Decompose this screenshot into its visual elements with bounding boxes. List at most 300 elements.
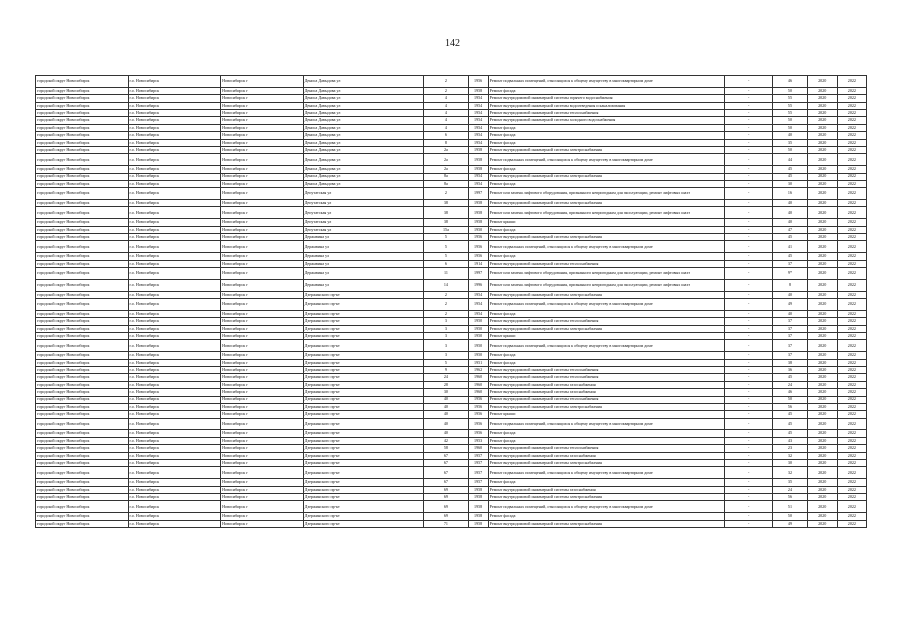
cell-work-type: Ремонт или замена лифтового оборудования, признанного непригодным для эксплуатации, ремонт лифтовых шахт xyxy=(488,207,724,219)
cell-year-end: 2022 xyxy=(837,403,866,410)
cell-year-end: 2022 xyxy=(837,95,866,102)
cell-build-year: 1956 xyxy=(468,418,488,430)
cell-street: Дзержинского пр-кт xyxy=(303,430,424,437)
cell-work-type: Ремонт фасада xyxy=(488,124,724,131)
table-row xyxy=(36,279,867,291)
cell-unit: - xyxy=(725,452,773,459)
cell-street: Дзержинского пр-кт xyxy=(303,389,424,396)
cell-city-district: г.о. Новосибирск xyxy=(128,109,221,116)
cell-work-type: Ремонт крыши xyxy=(488,219,724,226)
cell-settlement: Новосибирск г xyxy=(221,396,303,403)
table-row xyxy=(36,268,867,280)
table-row xyxy=(36,389,867,396)
cell-street: Дзержинского пр-кт xyxy=(303,374,424,381)
cell-work-type: Ремонт подвальных помещений, относящихся к общему имуществу в многоквартирном доме xyxy=(488,467,724,479)
cell-city-district: г.о. Новосибирск xyxy=(128,87,221,94)
table-row xyxy=(36,124,867,131)
cell-house-number: 28 xyxy=(424,381,468,388)
cell-build-year: 1954 xyxy=(468,173,488,180)
cell-year-start: 2020 xyxy=(807,366,837,373)
cell-year-end: 2022 xyxy=(837,166,866,173)
cell-municipal-district: городской округ Новосибирск xyxy=(36,200,129,207)
cell-house-number: 69 xyxy=(424,501,468,513)
cell-city-district: г.о. Новосибирск xyxy=(128,117,221,124)
cell-quantity: 24 xyxy=(773,486,807,493)
cell-quantity: 40 xyxy=(773,310,807,317)
cell-settlement: Новосибирск г xyxy=(221,374,303,381)
cell-settlement: Новосибирск г xyxy=(221,180,303,187)
cell-city-district: г.о. Новосибирск xyxy=(128,139,221,146)
cell-house-number: 3 xyxy=(424,318,468,325)
cell-municipal-district: городской округ Новосибирск xyxy=(36,479,129,486)
cell-settlement: Новосибирск г xyxy=(221,253,303,260)
cell-municipal-district: городской округ Новосибирск xyxy=(36,452,129,459)
cell-city-district: г.о. Новосибирск xyxy=(128,124,221,131)
cell-year-end: 2022 xyxy=(837,234,866,241)
cell-street: Дзержинского пр-кт xyxy=(303,520,424,527)
cell-house-number: 40 xyxy=(424,411,468,418)
cell-build-year: 1960 xyxy=(468,445,488,452)
cell-city-district: г.о. Новосибирск xyxy=(128,381,221,388)
table-row xyxy=(36,102,867,109)
cell-work-type: Ремонт внутридомовой инженерной системы холодного водоснабжения xyxy=(488,117,724,124)
cell-house-number: 69 xyxy=(424,486,468,493)
cell-quantity: 46 xyxy=(773,76,807,88)
cell-quantity: 40 xyxy=(773,291,807,298)
table-row xyxy=(36,95,867,102)
cell-build-year: 1956 xyxy=(468,234,488,241)
cell-street: Дениса Давыдова ул xyxy=(303,124,424,131)
cell-city-district: г.о. Новосибирск xyxy=(128,310,221,317)
cell-unit: - xyxy=(725,445,773,452)
cell-year-end: 2022 xyxy=(837,188,866,200)
cell-house-number: 6 xyxy=(424,132,468,139)
cell-municipal-district: городской округ Новосибирск xyxy=(36,299,129,311)
cell-year-end: 2022 xyxy=(837,340,866,352)
cell-municipal-district: городской округ Новосибирск xyxy=(36,146,129,153)
cell-city-district: г.о. Новосибирск xyxy=(128,374,221,381)
cell-city-district: г.о. Новосибирск xyxy=(128,411,221,418)
cell-build-year: 1954 xyxy=(468,299,488,311)
cell-street: Дениса Давыдова ул xyxy=(303,102,424,109)
cell-build-year: 1954 xyxy=(468,180,488,187)
cell-unit: - xyxy=(725,219,773,226)
cell-year-end: 2022 xyxy=(837,226,866,233)
cell-work-type: Ремонт крыши xyxy=(488,411,724,418)
cell-city-district: г.о. Новосибирск xyxy=(128,234,221,241)
table-row xyxy=(36,310,867,317)
cell-year-start: 2020 xyxy=(807,403,837,410)
cell-year-end: 2022 xyxy=(837,173,866,180)
table-row xyxy=(36,452,867,459)
cell-house-number: 58 xyxy=(424,445,468,452)
cell-build-year: 1950 xyxy=(468,325,488,332)
cell-build-year: 1956 xyxy=(468,411,488,418)
table-row xyxy=(36,403,867,410)
cell-build-year: 1958 xyxy=(468,207,488,219)
cell-settlement: Новосибирск г xyxy=(221,359,303,366)
cell-city-district: г.о. Новосибирск xyxy=(128,318,221,325)
cell-house-number: 2а xyxy=(424,154,468,166)
cell-house-number: 40 xyxy=(424,396,468,403)
cell-build-year: 1950 xyxy=(468,318,488,325)
cell-year-end: 2022 xyxy=(837,268,866,280)
cell-year-end: 2022 xyxy=(837,200,866,207)
cell-municipal-district: городской округ Новосибирск xyxy=(36,445,129,452)
cell-city-district: г.о. Новосибирск xyxy=(128,396,221,403)
cell-unit: - xyxy=(725,154,773,166)
cell-city-district: г.о. Новосибирск xyxy=(128,241,221,253)
cell-year-start: 2020 xyxy=(807,389,837,396)
cell-quantity: 41 xyxy=(773,241,807,253)
cell-year-start: 2020 xyxy=(807,513,837,520)
cell-year-start: 2020 xyxy=(807,200,837,207)
cell-build-year: 1954 xyxy=(468,310,488,317)
cell-street: Депутатская ул xyxy=(303,207,424,219)
cell-house-number: 9 xyxy=(424,366,468,373)
cell-year-start: 2020 xyxy=(807,279,837,291)
cell-street: Державина ул xyxy=(303,268,424,280)
cell-municipal-district: городской округ Новосибирск xyxy=(36,207,129,219)
cell-work-type: Ремонт внутридомовой инженерной системы теплоснабжения xyxy=(488,318,724,325)
cell-work-type: Ремонт внутридомовой инженерной системы электроснабжения xyxy=(488,403,724,410)
cell-settlement: Новосибирск г xyxy=(221,494,303,501)
cell-municipal-district: городской округ Новосибирск xyxy=(36,396,129,403)
cell-year-end: 2022 xyxy=(837,299,866,311)
cell-city-district: г.о. Новосибирск xyxy=(128,279,221,291)
cell-work-type: Ремонт или замена лифтового оборудования, признанного непригодным для эксплуатации, ремонт лифтовых шахт xyxy=(488,279,724,291)
cell-quantity: 47 xyxy=(773,226,807,233)
cell-municipal-district: городской округ Новосибирск xyxy=(36,268,129,280)
cell-work-type: Ремонт внутридомовой инженерной системы газоснабжения xyxy=(488,452,724,459)
cell-year-end: 2022 xyxy=(837,124,866,131)
table-row xyxy=(36,445,867,452)
cell-year-start: 2020 xyxy=(807,310,837,317)
cell-year-end: 2022 xyxy=(837,253,866,260)
cell-settlement: Новосибирск г xyxy=(221,352,303,359)
cell-house-number: 8 xyxy=(424,139,468,146)
cell-quantity: 55 xyxy=(773,109,807,116)
cell-municipal-district: городской округ Новосибирск xyxy=(36,124,129,131)
cell-settlement: Новосибирск г xyxy=(221,310,303,317)
cell-house-number: 42 xyxy=(424,437,468,444)
cell-work-type: Ремонт фасада xyxy=(488,132,724,139)
cell-unit: - xyxy=(725,325,773,332)
cell-quantity: 32 xyxy=(773,452,807,459)
cell-work-type: Ремонт внутридомовой инженерной системы электроснабжения xyxy=(488,520,724,527)
cell-work-type: Ремонт подвальных помещений, относящихся к общему имуществу в многоквартирном доме xyxy=(488,418,724,430)
cell-build-year: 1958 xyxy=(468,520,488,527)
cell-year-end: 2022 xyxy=(837,389,866,396)
cell-house-number: 3 xyxy=(424,325,468,332)
cell-year-end: 2022 xyxy=(837,520,866,527)
cell-build-year: 1958 xyxy=(468,200,488,207)
cell-quantity: 45 xyxy=(773,234,807,241)
cell-municipal-district: городской округ Новосибирск xyxy=(36,513,129,520)
table-row xyxy=(36,437,867,444)
cell-quantity: 49 xyxy=(773,299,807,311)
cell-street: Дзержинского пр-кт xyxy=(303,340,424,352)
cell-municipal-district: городской округ Новосибирск xyxy=(36,501,129,513)
cell-municipal-district: городской округ Новосибирск xyxy=(36,403,129,410)
cell-year-end: 2022 xyxy=(837,318,866,325)
cell-year-start: 2020 xyxy=(807,139,837,146)
cell-year-start: 2020 xyxy=(807,318,837,325)
cell-build-year: 1951 xyxy=(468,359,488,366)
cell-year-start: 2020 xyxy=(807,418,837,430)
cell-house-number: 2а xyxy=(424,166,468,173)
cell-settlement: Новосибирск г xyxy=(221,437,303,444)
cell-street: Депутатская ул xyxy=(303,200,424,207)
cell-street: Депутатская ул xyxy=(303,219,424,226)
cell-build-year: 1957 xyxy=(468,479,488,486)
table-row xyxy=(36,166,867,173)
cell-municipal-district: городской округ Новосибирск xyxy=(36,279,129,291)
cell-work-type: Ремонт или замена лифтового оборудования, признанного непригодным для эксплуатации, ремонт лифтовых шахт xyxy=(488,268,724,280)
cell-settlement: Новосибирск г xyxy=(221,124,303,131)
cell-settlement: Новосибирск г xyxy=(221,299,303,311)
table-row xyxy=(36,241,867,253)
cell-quantity: 32 xyxy=(773,467,807,479)
table-row xyxy=(36,226,867,233)
cell-year-start: 2020 xyxy=(807,219,837,226)
cell-year-start: 2020 xyxy=(807,207,837,219)
cell-build-year: 1958 xyxy=(468,219,488,226)
cell-street: Дзержинского пр-кт xyxy=(303,452,424,459)
cell-municipal-district: городской округ Новосибирск xyxy=(36,173,129,180)
cell-city-district: г.о. Новосибирск xyxy=(128,479,221,486)
cell-build-year: 1954 xyxy=(468,95,488,102)
cell-build-year: 1950 xyxy=(468,226,488,233)
cell-year-end: 2022 xyxy=(837,494,866,501)
cell-work-type: Ремонт подвальных помещений, относящихся к общему имуществу в многоквартирном доме xyxy=(488,154,724,166)
cell-street: Дзержинского пр-кт xyxy=(303,310,424,317)
cell-work-type: Ремонт внутридомовой инженерной системы газоснабжения xyxy=(488,486,724,493)
cell-work-type: Ремонт фасада xyxy=(488,513,724,520)
cell-settlement: Новосибирск г xyxy=(221,173,303,180)
cell-work-type: Ремонт фасада xyxy=(488,253,724,260)
cell-unit: - xyxy=(725,501,773,513)
cell-settlement: Новосибирск г xyxy=(221,445,303,452)
cell-quantity: 8 xyxy=(773,279,807,291)
cell-street: Дениса Давыдова ул xyxy=(303,173,424,180)
cell-work-type: Ремонт внутридомовой инженерной системы газоснабжения xyxy=(488,389,724,396)
table-row xyxy=(36,513,867,520)
cell-year-end: 2022 xyxy=(837,260,866,267)
cell-street: Дзержинского пр-кт xyxy=(303,460,424,467)
cell-quantity: 50 xyxy=(773,513,807,520)
cell-year-start: 2020 xyxy=(807,325,837,332)
cell-municipal-district: городской округ Новосибирск xyxy=(36,139,129,146)
cell-house-number: 40 xyxy=(424,403,468,410)
table-row xyxy=(36,374,867,381)
cell-quantity: 50 xyxy=(773,396,807,403)
cell-house-number: 3 xyxy=(424,332,468,339)
cell-year-start: 2020 xyxy=(807,146,837,153)
cell-city-district: г.о. Новосибирск xyxy=(128,359,221,366)
cell-build-year: 1956 xyxy=(468,76,488,88)
cell-quantity: 9* xyxy=(773,268,807,280)
table-row xyxy=(36,146,867,153)
cell-city-district: г.о. Новосибирск xyxy=(128,486,221,493)
cell-settlement: Новосибирск г xyxy=(221,200,303,207)
table-row xyxy=(36,460,867,467)
cell-year-start: 2020 xyxy=(807,486,837,493)
cell-quantity: 36 xyxy=(773,366,807,373)
cell-house-number: 6 xyxy=(424,260,468,267)
cell-year-start: 2020 xyxy=(807,253,837,260)
cell-street: Державина ул xyxy=(303,234,424,241)
cell-year-start: 2020 xyxy=(807,460,837,467)
cell-year-end: 2022 xyxy=(837,418,866,430)
cell-house-number: 14 xyxy=(424,279,468,291)
cell-house-number: 4 xyxy=(424,95,468,102)
cell-street: Дениса Давыдова ул xyxy=(303,132,424,139)
cell-build-year: 1954 xyxy=(468,139,488,146)
cell-work-type: Ремонт фасада xyxy=(488,437,724,444)
cell-municipal-district: городской округ Новосибирск xyxy=(36,132,129,139)
cell-settlement: Новосибирск г xyxy=(221,260,303,267)
cell-city-district: г.о. Новосибирск xyxy=(128,513,221,520)
cell-work-type: Ремонт подвальных помещений, относящихся к общему имуществу в многоквартирном доме xyxy=(488,299,724,311)
cell-unit: - xyxy=(725,494,773,501)
cell-unit: - xyxy=(725,109,773,116)
cell-work-type: Ремонт внутридомовой инженерной системы горячего водоснабжения xyxy=(488,95,724,102)
cell-year-end: 2022 xyxy=(837,479,866,486)
cell-city-district: г.о. Новосибирск xyxy=(128,332,221,339)
cell-settlement: Новосибирск г xyxy=(221,268,303,280)
cell-work-type: Ремонт внутридомовой инженерной системы электроснабжения xyxy=(488,325,724,332)
cell-settlement: Новосибирск г xyxy=(221,76,303,88)
cell-unit: - xyxy=(725,381,773,388)
cell-street: Дзержинского пр-кт xyxy=(303,318,424,325)
table-row xyxy=(36,200,867,207)
cell-year-end: 2022 xyxy=(837,366,866,373)
cell-quantity: 37 xyxy=(773,340,807,352)
cell-settlement: Новосибирск г xyxy=(221,366,303,373)
cell-build-year: 1956 xyxy=(468,241,488,253)
cell-street: Дзержинского пр-кт xyxy=(303,501,424,513)
cell-unit: - xyxy=(725,291,773,298)
cell-year-start: 2020 xyxy=(807,467,837,479)
cell-quantity: 23 xyxy=(773,445,807,452)
cell-street: Дзержинского пр-кт xyxy=(303,418,424,430)
cell-street: Дениса Давыдова ул xyxy=(303,146,424,153)
cell-work-type: Ремонт внутридомовой инженерной системы теплоснабжения xyxy=(488,260,724,267)
cell-build-year: 1997 xyxy=(468,268,488,280)
cell-street: Дениса Давыдова ул xyxy=(303,76,424,88)
cell-settlement: Новосибирск г xyxy=(221,207,303,219)
cell-year-end: 2022 xyxy=(837,207,866,219)
table-body xyxy=(36,76,867,528)
cell-year-start: 2020 xyxy=(807,411,837,418)
cell-build-year: 1958 xyxy=(468,154,488,166)
cell-street: Дзержинского пр-кт xyxy=(303,396,424,403)
table-row xyxy=(36,139,867,146)
cell-quantity: 50 xyxy=(773,124,807,131)
cell-build-year: 1956 xyxy=(468,396,488,403)
cell-build-year: 1954 xyxy=(468,132,488,139)
cell-build-year: 1950 xyxy=(468,332,488,339)
cell-work-type: Ремонт внутридомовой инженерной системы электроснабжения xyxy=(488,200,724,207)
cell-settlement: Новосибирск г xyxy=(221,226,303,233)
cell-unit: - xyxy=(725,460,773,467)
cell-unit: - xyxy=(725,139,773,146)
cell-municipal-district: городской округ Новосибирск xyxy=(36,389,129,396)
cell-city-district: г.о. Новосибирск xyxy=(128,260,221,267)
cell-city-district: г.о. Новосибирск xyxy=(128,460,221,467)
cell-city-district: г.о. Новосибирск xyxy=(128,520,221,527)
cell-house-number: 5 xyxy=(424,253,468,260)
cell-build-year: 1960 xyxy=(468,374,488,381)
cell-municipal-district: городской округ Новосибирск xyxy=(36,76,129,88)
cell-quantity: 46 xyxy=(773,389,807,396)
cell-street: Депутатская ул xyxy=(303,226,424,233)
cell-municipal-district: городской округ Новосибирск xyxy=(36,332,129,339)
cell-municipal-district: городской округ Новосибирск xyxy=(36,102,129,109)
cell-municipal-district: городской округ Новосибирск xyxy=(36,381,129,388)
cell-city-district: г.о. Новосибирск xyxy=(128,467,221,479)
cell-house-number: 67 xyxy=(424,479,468,486)
cell-quantity: 49 xyxy=(773,520,807,527)
cell-unit: - xyxy=(725,332,773,339)
cell-quantity: 30 xyxy=(773,460,807,467)
cell-unit: - xyxy=(725,102,773,109)
cell-build-year: 1958 xyxy=(468,513,488,520)
cell-house-number: 8а xyxy=(424,173,468,180)
table-row xyxy=(36,411,867,418)
cell-year-start: 2020 xyxy=(807,396,837,403)
cell-settlement: Новосибирск г xyxy=(221,154,303,166)
cell-build-year: 1953 xyxy=(468,437,488,444)
cell-municipal-district: городской округ Новосибирск xyxy=(36,467,129,479)
cell-city-district: г.о. Новосибирск xyxy=(128,207,221,219)
cell-unit: - xyxy=(725,260,773,267)
cell-year-start: 2020 xyxy=(807,173,837,180)
cell-quantity: 37 xyxy=(773,260,807,267)
cell-unit: - xyxy=(725,310,773,317)
cell-quantity: 45 xyxy=(773,253,807,260)
cell-build-year: 1958 xyxy=(468,146,488,153)
cell-quantity: 45 xyxy=(773,430,807,437)
cell-municipal-district: городской округ Новосибирск xyxy=(36,95,129,102)
cell-house-number: 4 xyxy=(424,109,468,116)
cell-city-district: г.о. Новосибирск xyxy=(128,253,221,260)
cell-year-start: 2020 xyxy=(807,166,837,173)
cell-municipal-district: городской округ Новосибирск xyxy=(36,437,129,444)
cell-year-start: 2020 xyxy=(807,479,837,486)
cell-year-start: 2020 xyxy=(807,102,837,109)
cell-year-end: 2022 xyxy=(837,359,866,366)
cell-build-year: 1914 xyxy=(468,260,488,267)
cell-settlement: Новосибирск г xyxy=(221,95,303,102)
cell-city-district: г.о. Новосибирск xyxy=(128,268,221,280)
cell-year-end: 2022 xyxy=(837,279,866,291)
cell-settlement: Новосибирск г xyxy=(221,188,303,200)
cell-settlement: Новосибирск г xyxy=(221,340,303,352)
cell-street: Дзержинского пр-кт xyxy=(303,359,424,366)
cell-street: Державина ул xyxy=(303,253,424,260)
cell-house-number: 69 xyxy=(424,494,468,501)
cell-street: Дзержинского пр-кт xyxy=(303,494,424,501)
cell-year-end: 2022 xyxy=(837,154,866,166)
cell-house-number: 3 xyxy=(424,340,468,352)
cell-quantity: 50 xyxy=(773,146,807,153)
cell-unit: - xyxy=(725,253,773,260)
cell-house-number: 4 xyxy=(424,124,468,131)
cell-quantity: 37 xyxy=(773,325,807,332)
cell-street: Дзержинского пр-кт xyxy=(303,332,424,339)
